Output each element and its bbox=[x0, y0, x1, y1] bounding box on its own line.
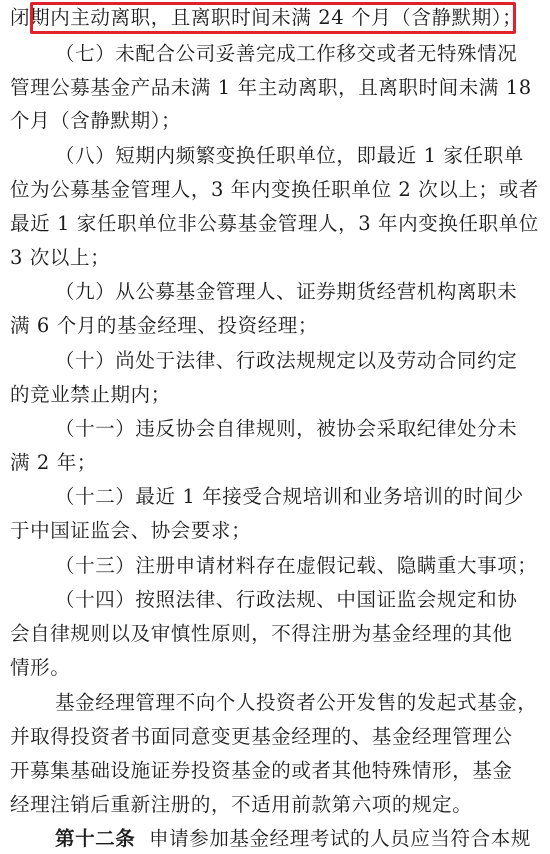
text-line: 的竞业禁止期内； bbox=[10, 383, 171, 406]
text-line: （十三）注册申请材料存在虚假记载、隐瞒重大事项； bbox=[55, 554, 538, 577]
text-line: 会自律规则以及审慎性原则，不得注册为基金经理的其他 bbox=[10, 622, 513, 645]
text-line: （十二）最近 1 年接受合规培训和业务培训的时间少 bbox=[55, 485, 524, 508]
text-line: 情形。 bbox=[10, 656, 71, 679]
text-line: 于中国证监会、协会要求； bbox=[10, 519, 252, 542]
article-heading: 第十二条 bbox=[55, 827, 136, 850]
text-line: 最近 1 家任职单位非公募基金管理人，3 年内变换任职单位 bbox=[10, 212, 539, 235]
text-line: 经理注销后重新注册的，不适用前款第六项的规定。 bbox=[10, 793, 473, 816]
article-text: 申请参加基金经理考试的人员应当符合本规 bbox=[149, 827, 531, 850]
text-line: （十四）按照法律、行政法规、中国证监会规定和协 bbox=[55, 588, 518, 611]
text-line: （七）未配合公司妥善完成工作移交或者无特殊情况 bbox=[55, 42, 518, 65]
article-line bbox=[55, 824, 531, 854]
article-spacer bbox=[135, 827, 149, 850]
highlight-box bbox=[30, 2, 516, 34]
text-line: （十）尚处于法律、行政法规规定以及劳动合同约定 bbox=[55, 349, 518, 372]
text-line: 开募集基础设施证券投资基金的或者其他特殊情形，基金 bbox=[10, 759, 513, 782]
text-line: 闭期内主动离职，且离职时间未满 24 个月（含静默期）； bbox=[10, 6, 523, 29]
text-line: （十一）违反协会自律规则，被协会采取纪律处分未 bbox=[55, 417, 518, 440]
text-line: 满 6 个月的基金经理、投资经理； bbox=[10, 314, 319, 337]
text-line: 并取得投资者书面同意变更基金经理的、基金经理管理公 bbox=[10, 725, 513, 748]
text-line: 位为公募基金管理人，3 年内变换任职单位 2 次以上；或者 bbox=[10, 178, 539, 201]
text-line: 满 2 年； bbox=[10, 451, 97, 474]
text-line: （九）从公募基金管理人、证券期货经营机构离职未 bbox=[55, 280, 518, 303]
text-line: （八）短期内频繁变换任职单位，即最近 1 家任职单 bbox=[55, 144, 524, 167]
text-line: 基金经理管理不向个人投资者公开发售的发起式基金， bbox=[55, 691, 538, 714]
text-line: 3 次以上； bbox=[10, 246, 111, 269]
text-line: 管理公募基金产品未满 1 年主动离职，且离职时间未满 18 bbox=[10, 76, 532, 99]
text-line: 个月（含静默期）； bbox=[10, 109, 182, 132]
